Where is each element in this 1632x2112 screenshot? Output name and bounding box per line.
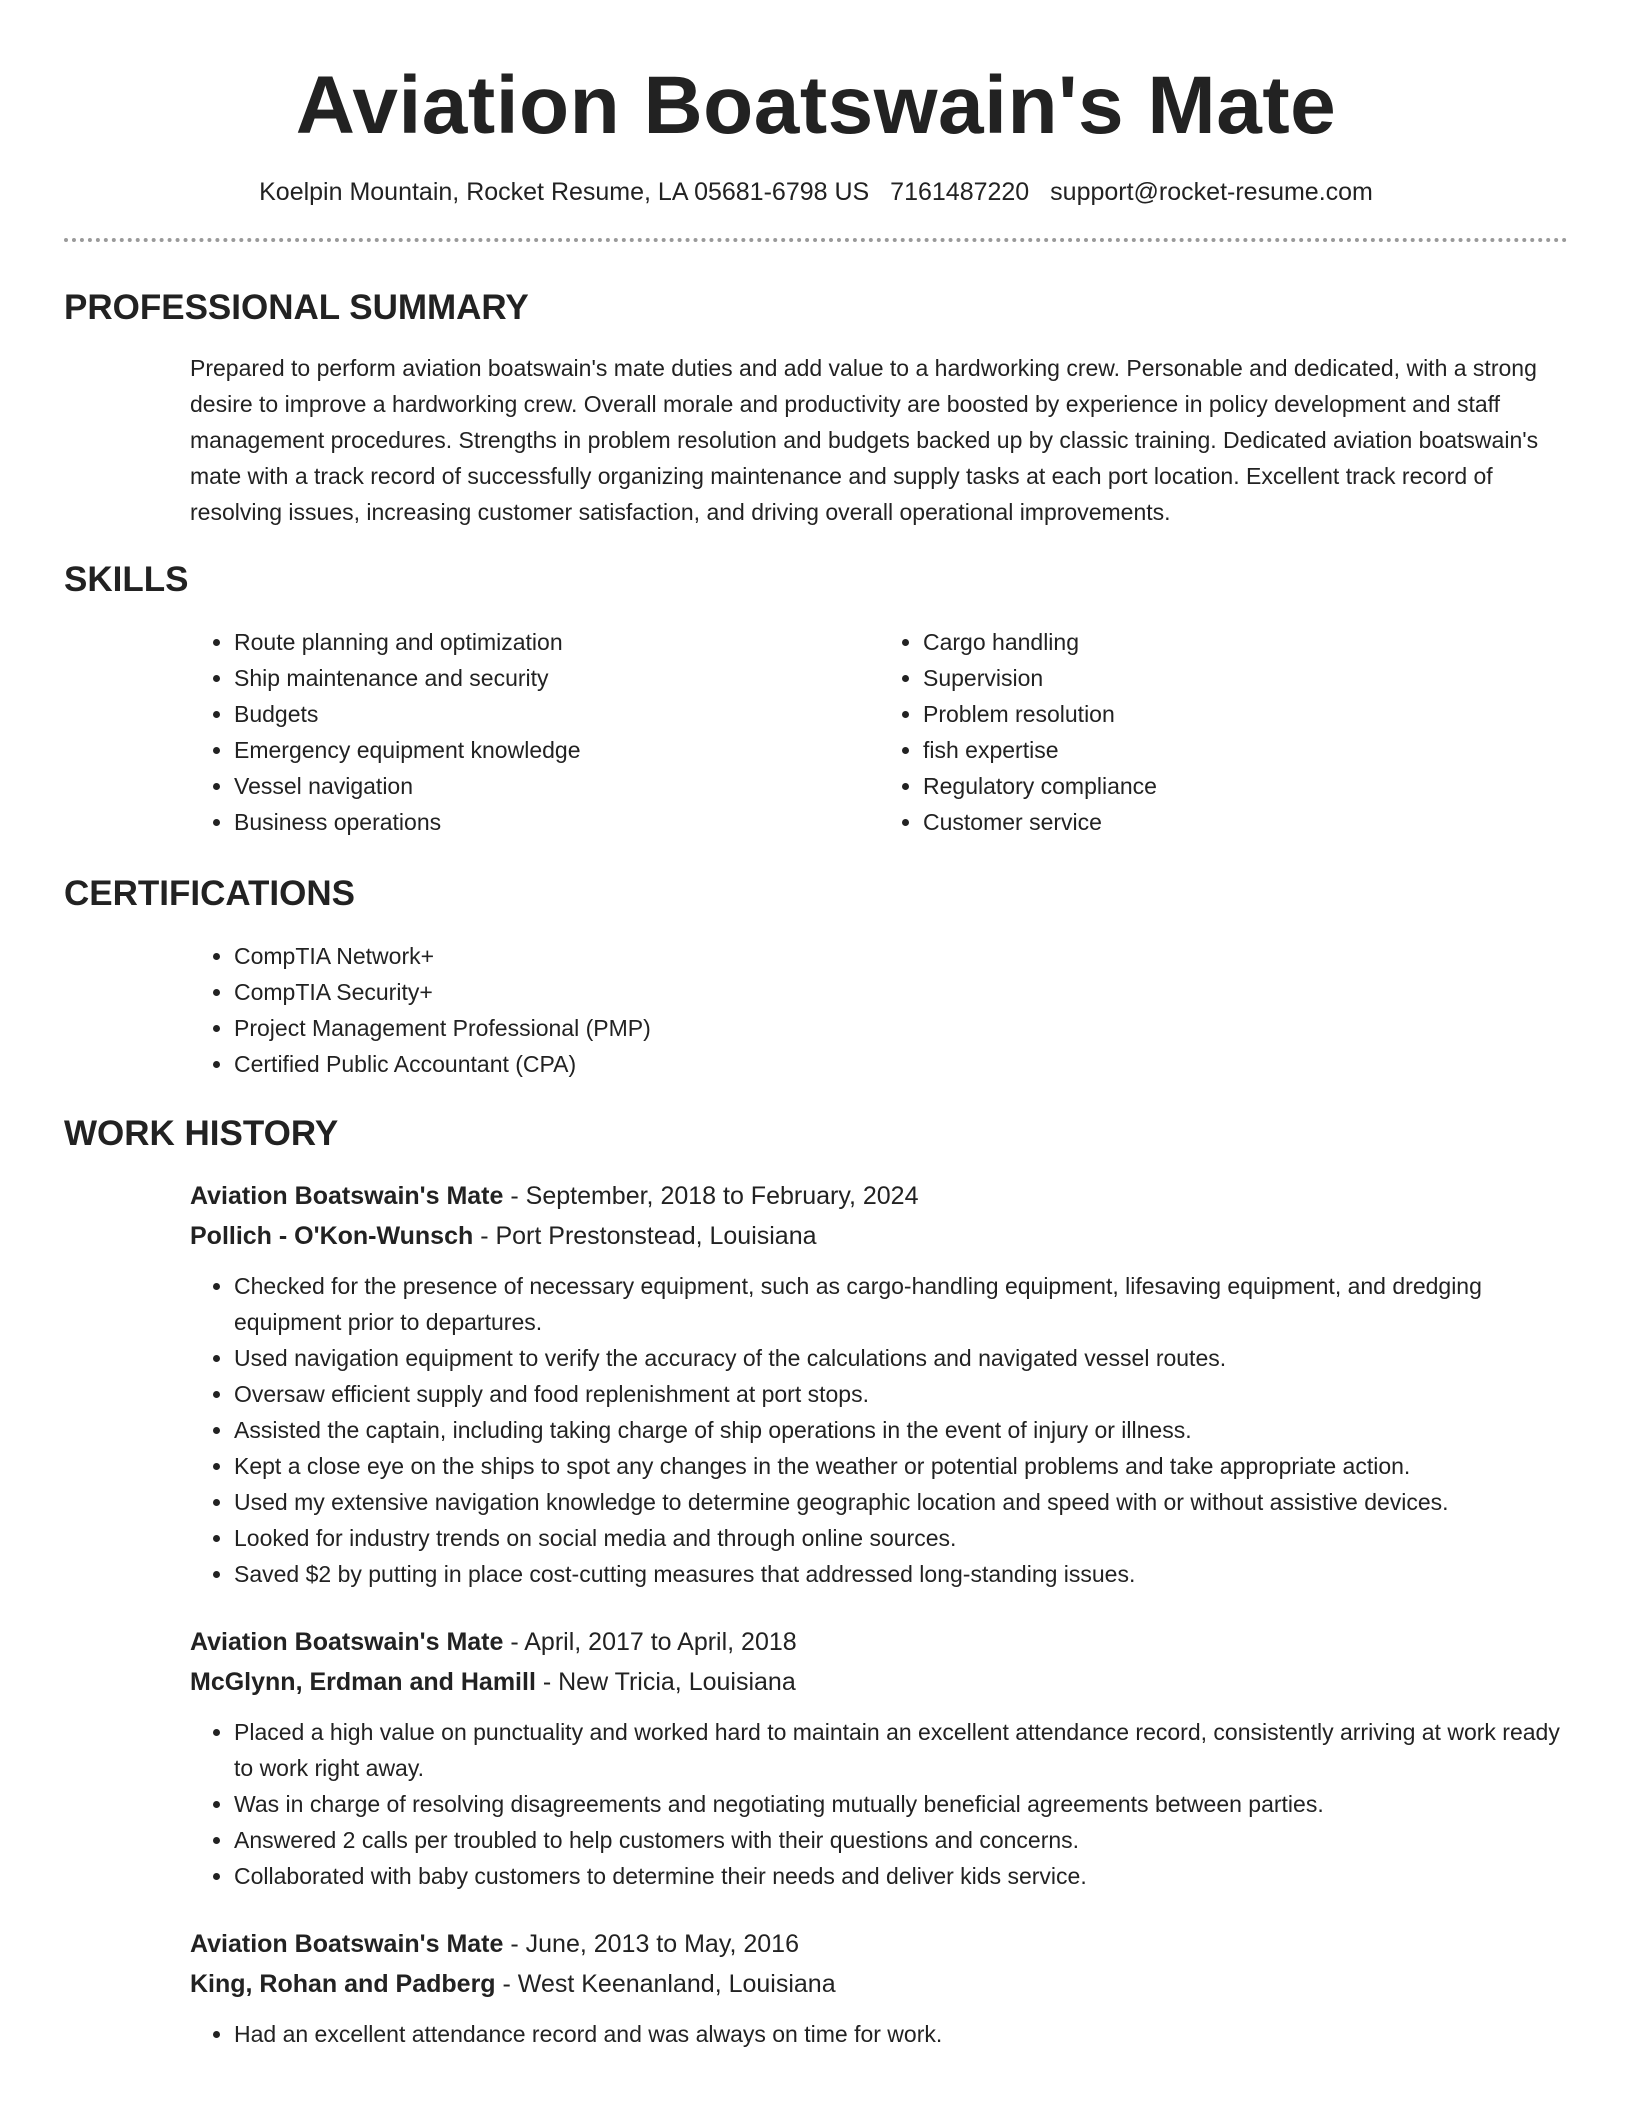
resume-name: Aviation Boatswain's Mate	[295, 60, 1337, 151]
certification-item: • CompTIA Security+	[234, 974, 1568, 1010]
summary-text: Prepared to perform aviation boatswain's mate duties and add value to a hardworking crew. Personable and dedicated, with a strong desire to improve a hardworking crew. Overall morale and productivity are boosted by experience in policy development and staff management procedures. Strengths in problem resolution and budgets backed up by classic training. Dedicated aviation boatswain's mate with a track record of successfully organizing maintenance and supply tasks at each port location. Excellent track record of resolving issues, increasing customer satisfaction, and driving overall operational improvements.	[190, 355, 1539, 525]
skills-heading: SKILLS	[64, 560, 189, 599]
job-location: - West Keenanland, Louisiana	[495, 1970, 836, 1998]
job-dates: - April, 2017 to April, 2018	[503, 1628, 797, 1656]
skill-item: • Problem resolution	[923, 696, 1568, 732]
contact-address: Koelpin Mountain, Rocket Resume, LA 05681-6798 US	[259, 178, 870, 206]
certification-item: • CompTIA Network+	[234, 938, 1568, 974]
certification-item: • Project Management Professional (PMP)	[234, 1010, 1568, 1046]
job-bullet: • Used my extensive navigation knowledge to determine geographic location and speed with or without assistive devices.	[234, 1484, 1568, 1520]
job-company: Pollich - O'Kon-Wunsch	[190, 1222, 474, 1250]
skill-item: • Route planning and optimization	[234, 624, 879, 660]
summary-heading: PROFESSIONAL SUMMARY	[64, 288, 529, 327]
job-title: Aviation Boatswain's Mate	[190, 1182, 504, 1210]
job-bullets	[190, 1268, 1568, 1592]
certifications-heading: CERTIFICATIONS	[64, 874, 356, 913]
contact-phone: 7161487220	[890, 178, 1030, 206]
job-entry	[190, 1622, 1568, 1894]
job-location: - Port Prestonstead, Louisiana	[473, 1222, 817, 1250]
job-company: McGlynn, Erdman and Hamill	[190, 1668, 536, 1696]
job-entry	[190, 1924, 1568, 2052]
job-bullet: • Oversaw efficient supply and food replenishment at port stops.	[234, 1376, 1568, 1412]
contact-line	[64, 176, 1568, 208]
job-bullets	[190, 1714, 1568, 1894]
job-title: Aviation Boatswain's Mate	[190, 1930, 504, 1958]
contact-email: support@rocket-resume.com	[1050, 178, 1373, 206]
header-divider	[64, 238, 1568, 242]
job-bullet: • Kept a close eye on the ships to spot any changes in the weather or potential problems and take appropriate action.	[234, 1448, 1568, 1484]
job-bullet: • Was in charge of resolving disagreements and negotiating mutually beneficial agreements between parties.	[234, 1786, 1568, 1822]
skill-item: • Customer service	[923, 804, 1568, 840]
job-title-line	[190, 1176, 1568, 1216]
job-bullet: • Collaborated with baby customers to determine their needs and deliver kids service.	[234, 1858, 1568, 1894]
job-bullet: • Placed a high value on punctuality and worked hard to maintain an excellent attendance record, consistently arriving at work ready to work right away.	[234, 1714, 1568, 1786]
certification-item: • Certified Public Accountant (CPA)	[234, 1046, 1568, 1082]
skills-columns	[190, 624, 1568, 840]
job-company-line	[190, 1662, 1568, 1702]
job-company-line	[190, 1216, 1568, 1256]
job-title: Aviation Boatswain's Mate	[190, 1628, 504, 1656]
skill-item: • fish expertise	[923, 732, 1568, 768]
work-history-heading: WORK HISTORY	[64, 1114, 339, 1153]
job-company: King, Rohan and Padberg	[190, 1970, 496, 1998]
job-bullet: • Answered 2 calls per troubled to help customers with their questions and concerns.	[234, 1822, 1568, 1858]
job-title-line	[190, 1924, 1568, 1964]
certifications-list	[190, 938, 1568, 1082]
job-bullet: • Saved $2 by putting in place cost-cutting measures that addressed long-standing issues.	[234, 1556, 1568, 1592]
job-dates: - June, 2013 to May, 2016	[503, 1930, 799, 1958]
skill-item: • Business operations	[234, 804, 879, 840]
skill-item: • Supervision	[923, 660, 1568, 696]
job-title-line	[190, 1622, 1568, 1662]
job-bullet: • Looked for industry trends on social media and through online sources.	[234, 1520, 1568, 1556]
job-dates: - September, 2018 to February, 2024	[503, 1182, 919, 1210]
job-company-line	[190, 1964, 1568, 2004]
job-bullets	[190, 2016, 1568, 2052]
skill-item: • Vessel navigation	[234, 768, 879, 804]
job-bullet: • Assisted the captain, including taking charge of ship operations in the event of injury or illness.	[234, 1412, 1568, 1448]
skill-item: • Ship maintenance and security	[234, 660, 879, 696]
job-bullet: • Checked for the presence of necessary equipment, such as cargo-handling equipment, lifesaving equipment, and dredging equipment prior to departures.	[234, 1268, 1568, 1340]
skill-item: • Budgets	[234, 696, 879, 732]
resume-page	[64, 0, 1568, 2052]
job-entry	[190, 1176, 1568, 1592]
skill-item: • Emergency equipment knowledge	[234, 732, 879, 768]
job-bullet: • Used navigation equipment to verify the accuracy of the calculations and navigated vessel routes.	[234, 1340, 1568, 1376]
job-location: - New Tricia, Louisiana	[535, 1668, 796, 1696]
job-bullet: • Had an excellent attendance record and was always on time for work.	[234, 2016, 1568, 2052]
skill-item: • Cargo handling	[923, 624, 1568, 660]
skill-item: • Regulatory compliance	[923, 768, 1568, 804]
skills-list-left	[190, 624, 879, 840]
skills-list-right	[879, 624, 1568, 840]
